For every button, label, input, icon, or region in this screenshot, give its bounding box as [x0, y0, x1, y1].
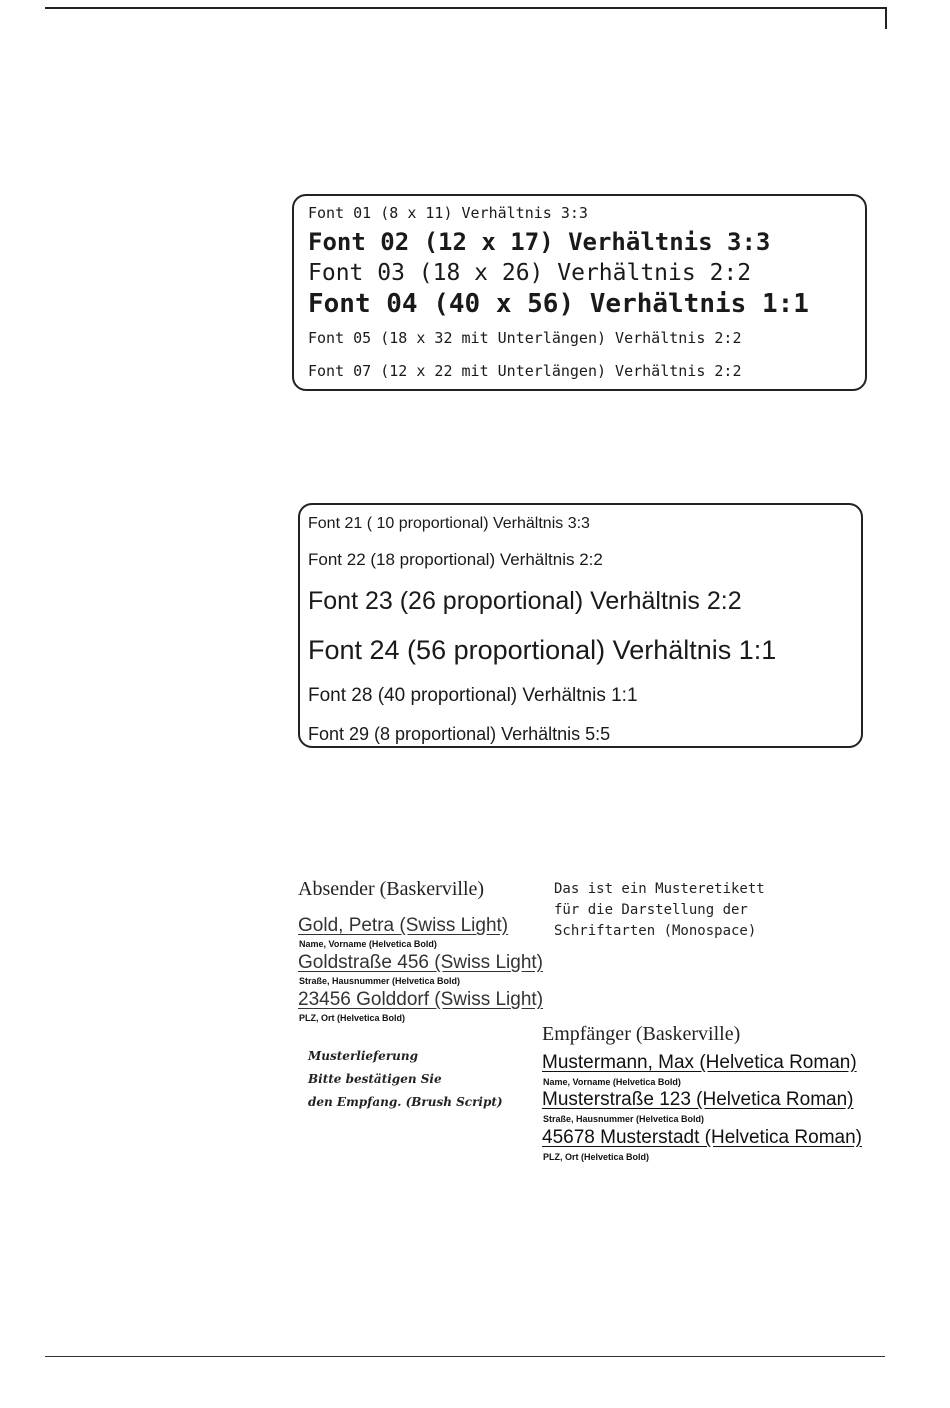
sender-name: Gold, Petra (Swiss Light): [298, 915, 509, 936]
monospace-note-line: für die Darstellung der: [554, 902, 748, 918]
monospace-note-line: Schriftarten (Monospace): [554, 923, 757, 939]
brush-note-line: Bitte bestätigen Sie: [308, 1072, 442, 1086]
brush-note-line: den Empfang. (Brush Script): [308, 1095, 503, 1109]
sender-street-caption: Straße, Hausnummer (Helvetica Bold): [299, 976, 461, 986]
font-sample-line: Font 21 ( 10 proportional) Verhältnis 3:3: [308, 515, 590, 532]
font-sample-line: Font 29 (8 proportional) Verhältnis 5:5: [308, 724, 611, 744]
font-sample-line: Font 03 (18 x 26) Verhältnis 2:2: [308, 260, 752, 286]
header-rule: [45, 7, 885, 9]
sender-heading: Absender (Baskerville): [298, 878, 485, 900]
font-sample-line: Font 24 (56 proportional) Verhältnis 1:1: [308, 635, 777, 665]
sender-city: 23456 Golddorf (Swiss Light): [298, 989, 544, 1010]
recipient-street-caption: Straße, Hausnummer (Helvetica Bold): [543, 1114, 705, 1124]
brush-script-note: [308, 1045, 503, 1114]
monospace-font-sample-box: [292, 194, 867, 391]
proportional-font-sample-box: [298, 503, 863, 748]
font-sample-line: Font 23 (26 proportional) Verhältnis 2:2: [308, 587, 742, 615]
monospace-note: [554, 879, 765, 942]
monospace-note-line: Das ist ein Musteretikett: [554, 881, 765, 897]
font-sample-line: Font 22 (18 proportional) Verhältnis 2:2: [308, 550, 603, 569]
sender-name-caption: Name, Vorname (Helvetica Bold): [299, 939, 437, 949]
footer-rule: [45, 1356, 885, 1357]
sender-street: Goldstraße 456 (Swiss Light): [298, 952, 543, 973]
font-sample-line: Font 07 (12 x 22 mit Unterlängen) Verhältnis 2:2: [308, 362, 742, 380]
font-sample-line: Font 28 (40 proportional) Verhältnis 1:1: [308, 685, 638, 706]
recipient-city: 45678 Musterstadt (Helvetica Roman): [542, 1127, 862, 1148]
header-rule-tick: [885, 7, 887, 29]
recipient-city-caption: PLZ, Ort (Helvetica Bold): [543, 1152, 650, 1162]
sender-city-caption: PLZ, Ort (Helvetica Bold): [299, 1013, 406, 1023]
font-sample-line: Font 02 (12 x 17) Verhältnis 3:3: [308, 228, 771, 256]
font-sample-line: Font 04 (40 x 56) Verhältnis 1:1: [308, 289, 809, 319]
recipient-name: Mustermann, Max (Helvetica Roman): [542, 1052, 857, 1073]
font-sample-line: Font 05 (18 x 32 mit Unterlängen) Verhältnis 2:2: [308, 329, 742, 347]
recipient-name-caption: Name, Vorname (Helvetica Bold): [543, 1077, 681, 1087]
recipient-heading: Empfänger (Baskerville): [542, 1023, 741, 1045]
font-sample-line: Font 01 (8 x 11) Verhältnis 3:3: [308, 204, 588, 222]
brush-note-line: Musterlieferung: [308, 1049, 418, 1063]
recipient-street: Musterstraße 123 (Helvetica Roman): [542, 1089, 854, 1110]
